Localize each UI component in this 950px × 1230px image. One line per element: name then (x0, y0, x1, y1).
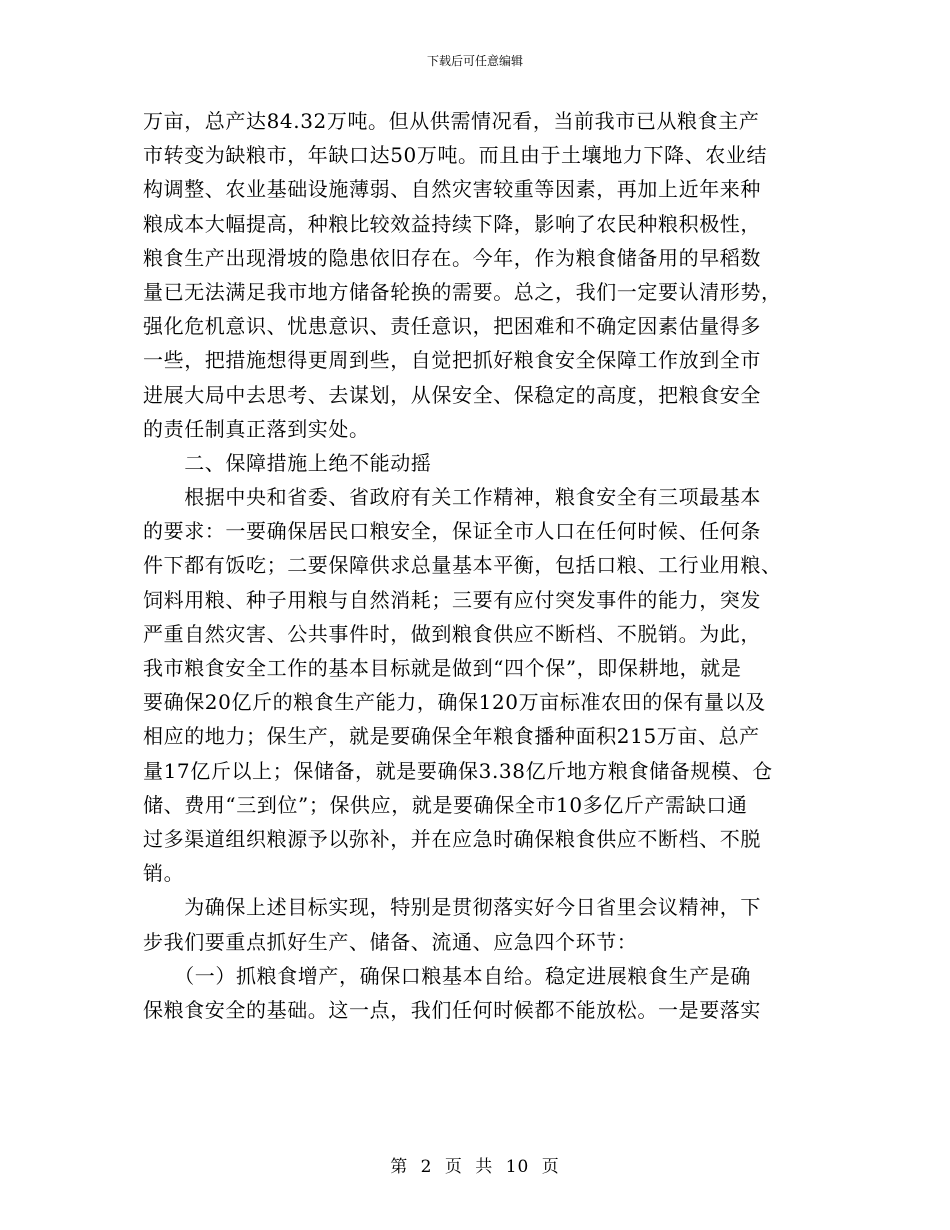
body-line: 的要求：一要确保居民口粮安全，保证全市人口在任何时候、任何条 (143, 519, 761, 544)
footer-total-pages: 10 (505, 1157, 530, 1177)
body-line: 市转变为缺粮市，年缺口达50万吨。而且由于土壤地力下降、农业结 (143, 143, 768, 168)
page-footer (0, 1152, 950, 1177)
footer-di: 第 (390, 1157, 409, 1177)
body-line: 销。 (143, 861, 185, 886)
section-heading: 二、保障措施上绝不能动摇 (143, 450, 432, 475)
body-line: 一些，把措施想得更周到些，自觉把抓好粮食安全保障工作放到全市 (143, 348, 761, 373)
body-line: 粮食生产出现滑坡的隐患依旧存在。今年，作为粮食储备用的早稻数 (143, 245, 761, 270)
body-line: 步我们要重点抓好生产、储备、流通、应急四个环节： (143, 929, 638, 954)
body-line: 要确保20亿斤的粮食生产能力，确保120万亩标准农田的保有量以及 (143, 690, 766, 715)
footer-page-number: 2 (420, 1157, 433, 1177)
body-line: 饲料用粮、种子用粮与自然消耗；三要有应付突发事件的能力，突发 (143, 587, 761, 612)
body-line: 为确保上述目标实现，特别是贯彻落实好今日省里会议精神，下 (143, 895, 761, 920)
body-line: 件下都有饭吃；二要保障供求总量基本平衡，包括口粮、工行业用粮、 (143, 553, 782, 578)
body-line: 量17亿斤以上；保储备，就是要确保3.38亿斤地方粮食储备规模、仓 (143, 758, 773, 783)
body-line: 保粮食安全的基础。这一点，我们任何时候都不能放松。一是要落实 (143, 997, 761, 1022)
body-line: 粮成本大幅提高，种粮比较效益持续下降，影响了农民种粮积极性， (143, 211, 761, 236)
body-line: 严重自然灾害、公共事件时，做到粮食供应不断档、不脱销。为此， (143, 621, 761, 646)
body-line: 量已无法满足我市地方储备轮换的需要。总之，我们一定要认清形势， (143, 279, 782, 304)
body-line: 万亩，总产达84.32万吨。但从供需情况看，当前我市已从粮食主产 (143, 109, 760, 133)
body-line: 构调整、农业基础设施薄弱、自然灾害较重等因素，再加上近年来种 (143, 177, 761, 202)
body-line: 储、费用“三到位”；保供应，就是要确保全市10多亿斤产需缺口通 (143, 792, 748, 817)
body-line: 强化危机意识、忧患意识、责任意识，把困难和不确定因素估量得多 (143, 314, 761, 339)
body-line: （一）抓粮食增产，确保口粮基本自给。稳定进展粮食生产是确 (143, 963, 751, 988)
footer-ye2: 页 (541, 1157, 560, 1177)
body-line: 根据中央和省委、省政府有关工作精神，粮食安全有三项最基本 (143, 485, 761, 510)
document-body (143, 104, 809, 1027)
body-line: 的责任制真正落到实处。 (143, 416, 370, 441)
body-line: 进展大局中去思考、去谋划，从保安全、保稳定的高度，把粮食安全 (143, 382, 761, 407)
body-line: 过多渠道组织粮源予以弥补，并在应急时确保粮食供应不断档、不脱 (143, 826, 761, 851)
footer-ye: 页 (444, 1157, 463, 1177)
body-line: 我市粮食安全工作的基本目标就是做到“四个保”，即保耕地，就是 (143, 656, 742, 680)
footer-gong: 共 (475, 1157, 494, 1177)
body-line: 相应的地力；保生产，就是要确保全年粮食播种面积215万亩、总产 (143, 724, 760, 749)
page-header-note: 下载后可任意编辑 (426, 54, 523, 68)
